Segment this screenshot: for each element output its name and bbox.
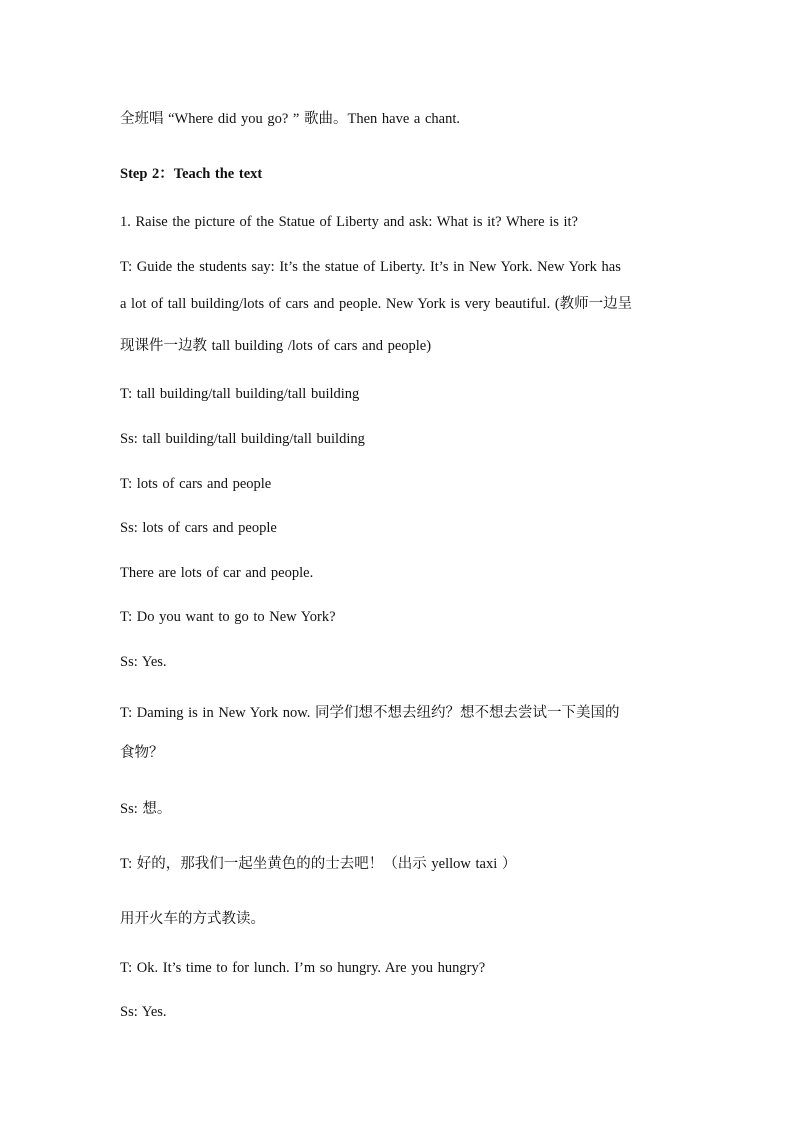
dialogue-line-teacher-tall-building: T: tall building/tall building/tall building	[120, 386, 360, 402]
text-line-food-question: 食物？	[120, 745, 164, 761]
dialogue-line-teacher-lunch: T: Ok. It’s time to for lunch. I’m so hungry. Are you hungry?	[120, 960, 486, 976]
section-heading-step-2: Step 2：Teach the text	[120, 166, 263, 182]
dialogue-line-students-hungry-yes: Ss: Yes.	[120, 1004, 167, 1020]
dialogue-line-students-yes: Ss: Yes.	[120, 654, 167, 670]
dialogue-line-students-want: Ss: 想。	[120, 801, 172, 817]
text-line-new-york-beautiful: a lot of tall building/lots of cars and people. New York is very beautiful. (教师一边呈	[120, 296, 633, 312]
text-line-courseware: 现课件一边教 tall building /lots of cars and people)	[120, 338, 432, 354]
dialogue-line-teacher-taxi: T: 好的，那我们一起坐黄色的的士去吧！（出示 yellow taxi ）	[120, 856, 517, 872]
text-line-guide-students: T: Guide the students say: It’s the statue of Liberty. It’s in New York. New York has	[120, 259, 621, 275]
dialogue-line-teacher-lots-of-cars: T: lots of cars and people	[120, 476, 272, 492]
text-line-raise-picture: 1. Raise the picture of the Statue of Liberty and ask: What is it? Where is it?	[120, 214, 578, 230]
dialogue-line-students-tall-building: Ss: tall building/tall building/tall building	[120, 431, 365, 447]
text-line-there-are: There are lots of car and people.	[120, 565, 314, 581]
text-line-chant: 全班唱 “Where did you go? ” 歌曲。Then have a chant.	[120, 111, 460, 127]
dialogue-line-students-lots-of-cars: Ss: lots of cars and people	[120, 520, 277, 536]
dialogue-line-teacher-daming: T: Daming is in New York now. 同学们想不想去纽约？想不想去尝试一下美国的	[120, 705, 620, 721]
dialogue-line-teacher-new-york: T: Do you want to go to New York?	[120, 609, 336, 625]
text-line-train-reading: 用开火车的方式教读。	[120, 911, 265, 927]
